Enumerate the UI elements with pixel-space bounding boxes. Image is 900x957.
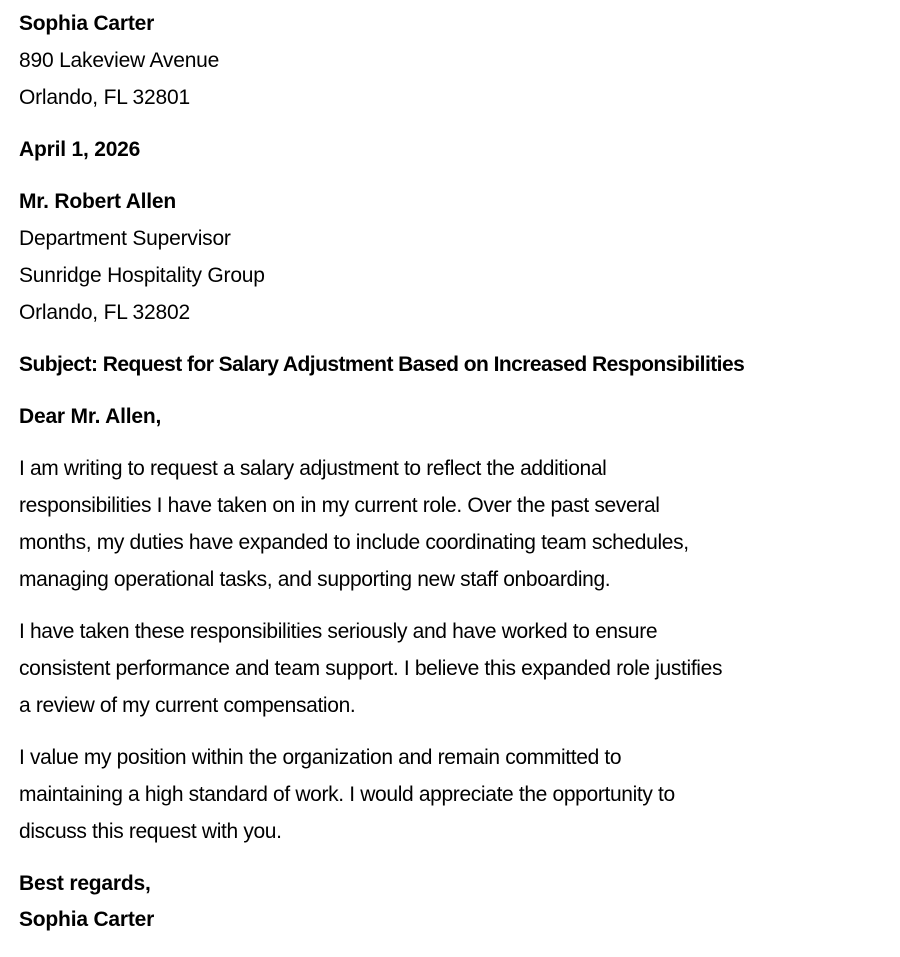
recipient-name: Mr. Robert Allen (19, 190, 177, 213)
sender-city: Orlando, FL 32801 (19, 86, 190, 109)
body-line: months, my duties have expanded to include coordinating team schedules, (19, 531, 689, 554)
recipient-city: Orlando, FL 32802 (19, 301, 190, 324)
closing: Best regards, (19, 872, 151, 895)
subject-line: Subject: Request for Salary Adjustment Based on Increased Responsibilities (19, 353, 745, 376)
recipient-company: Sunridge Hospitality Group (19, 264, 265, 287)
body-line: maintaining a high standard of work. I would appreciate the opportunity to (19, 783, 675, 806)
body-line: I am writing to request a salary adjustment to reflect the additional (19, 457, 607, 480)
salutation: Dear Mr. Allen, (19, 405, 162, 428)
letter-date: April 1, 2026 (19, 138, 141, 161)
sender-street: 890 Lakeview Avenue (19, 49, 220, 72)
body-line: I value my position within the organization and remain committed to (19, 746, 622, 769)
body-line: responsibilities I have taken on in my current role. Over the past several (19, 494, 660, 517)
signature: Sophia Carter (19, 908, 155, 931)
body-line: discuss this request with you. (19, 820, 282, 843)
body-line: consistent performance and team support. I believe this expanded role justifies (19, 657, 723, 680)
recipient-title: Department Supervisor (19, 227, 231, 250)
body-line: managing operational tasks, and supporting new staff onboarding. (19, 568, 611, 591)
sender-name: Sophia Carter (19, 12, 155, 35)
body-line: I have taken these responsibilities seriously and have worked to ensure (19, 620, 658, 643)
body-line: a review of my current compensation. (19, 694, 356, 717)
